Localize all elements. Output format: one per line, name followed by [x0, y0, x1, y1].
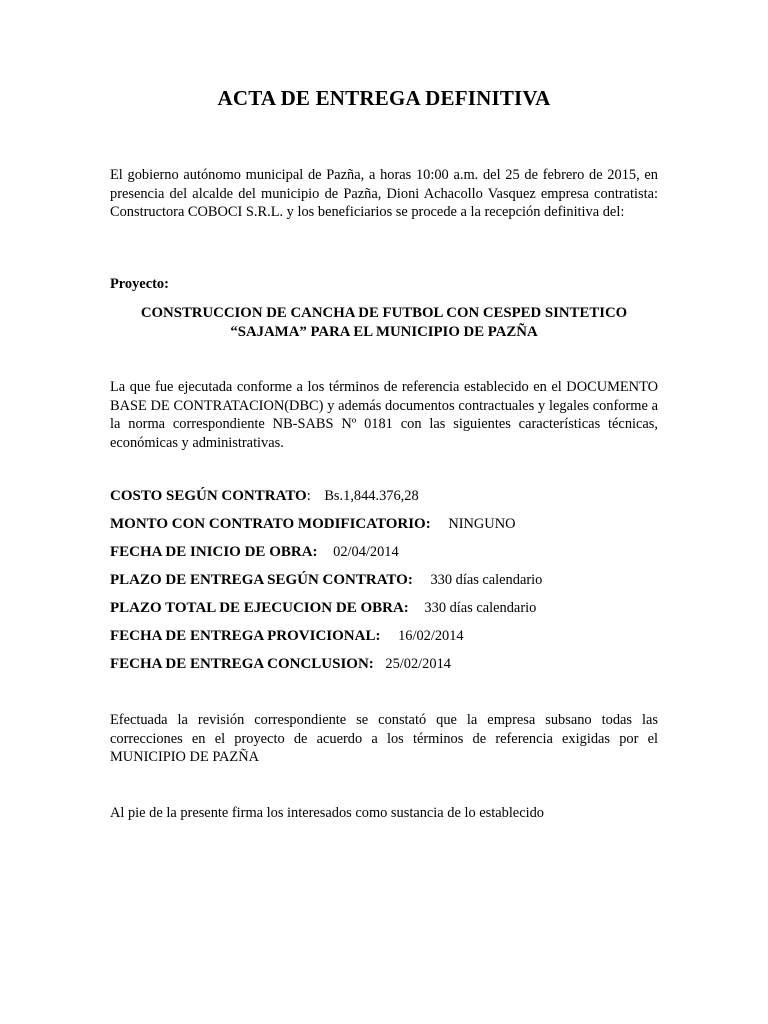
field-monto-modificatorio — [110, 516, 670, 544]
intro-paragraph: El gobierno autónomo municipal de Pazña, a horas 10:00 a.m. del 25 de febrero de 2015, en presencia del alcalde del municipio de Pazña, Dioni Achacollo Vasquez empresa contratista: Constructora COBOCI S.R.L. y los beneficiarios se procede a la recepción definitiva del: — [110, 167, 658, 220]
document-title: ACTA DE ENTREGA DEFINITIVA — [217, 86, 551, 110]
field-label: FECHA DE INICIO DE OBRA: — [110, 544, 318, 560]
field-value: 16/02/2014 — [398, 628, 464, 644]
field-value: 25/02/2014 — [385, 656, 451, 672]
field-label: FECHA DE ENTREGA PROVICIONAL: — [110, 628, 381, 644]
field-value: Bs.1,844.376,28 — [324, 488, 419, 504]
project-title-line-2: “SAJAMA” PARA EL MUNICIPIO DE PAZÑA — [230, 324, 538, 340]
field-plazo-total — [110, 600, 670, 628]
field-fecha-conclusion — [110, 656, 670, 684]
field-label: PLAZO DE ENTREGA SEGÚN CONTRATO: — [110, 572, 413, 588]
field-fecha-provicional — [110, 628, 670, 656]
project-title-line-1: CONSTRUCCION DE CANCHA DE FUTBOL CON CESPED SINTETICO — [140, 305, 628, 321]
closing-paragraph: Al pie de la presente firma los interesados como sustancia de lo establecido — [110, 805, 544, 821]
conformity-paragraph: La que fue ejecutada conforme a los términos de referencia establecido en el DOCUMENTO BASE DE CONTRATACION(DBC) y además documentos contractuales y legales conforme a la norma correspondiente NB-SABS Nº 0181 con las siguientes características técnicas, económicas y administrativas. — [110, 379, 658, 451]
project-title — [110, 304, 658, 342]
field-label: COSTO SEGÚN CONTRATO — [110, 488, 307, 504]
field-fecha-inicio — [110, 544, 670, 572]
field-separator: : — [306, 488, 311, 504]
field-value: 330 días calendario — [430, 572, 543, 588]
field-plazo-entrega — [110, 572, 670, 600]
revision-paragraph: Efectuada la revisión correspondiente se constató que la empresa subsano todas las correcciones en el proyecto de acuerdo a los términos de referencia exigidas por el MUNICIPIO DE PAZÑA — [110, 712, 658, 765]
field-value: NINGUNO — [448, 516, 516, 532]
field-value: 02/04/2014 — [333, 544, 399, 560]
field-label: MONTO CON CONTRATO MODIFICATORIO: — [110, 516, 431, 532]
field-value: 330 días calendario — [424, 600, 537, 616]
contract-details — [110, 488, 670, 684]
project-label: Proyecto: — [110, 276, 169, 292]
field-costo — [110, 488, 670, 516]
field-label: PLAZO TOTAL DE EJECUCION DE OBRA: — [110, 600, 409, 616]
field-label: FECHA DE ENTREGA CONCLUSION: — [110, 656, 374, 672]
